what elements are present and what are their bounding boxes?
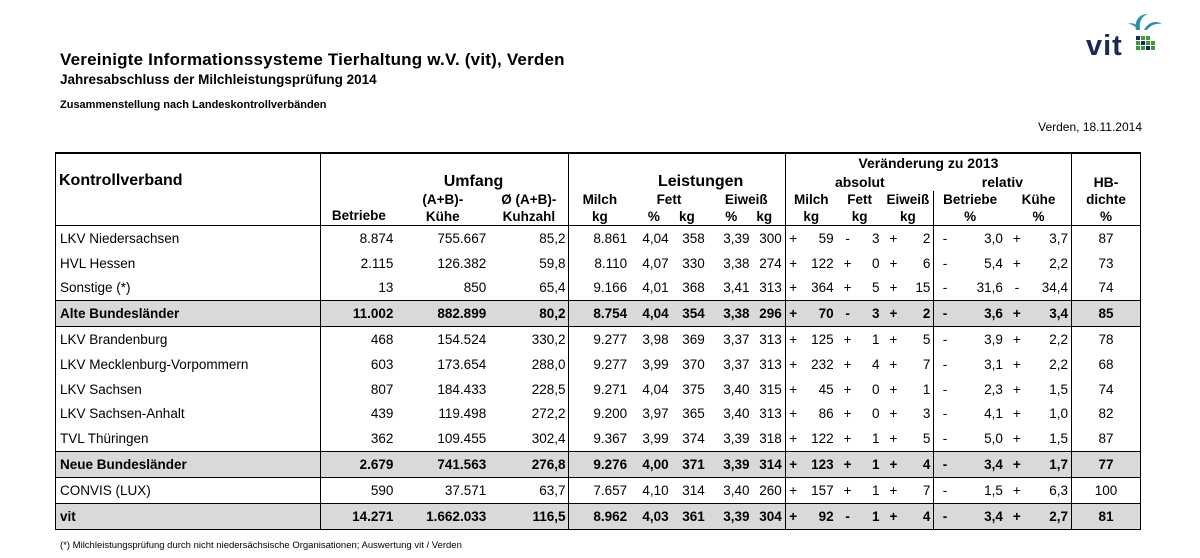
cell-name: TVL Thüringen xyxy=(56,426,321,451)
cell-ae: 6 xyxy=(922,255,931,271)
cell-ae: 7 xyxy=(922,356,931,372)
cell-am: 122 xyxy=(811,255,834,271)
cell-ae: 5 xyxy=(922,431,931,447)
cell-betriebe: 11.002 xyxy=(321,301,396,327)
cell-fett-kg: 330 xyxy=(682,255,705,271)
cell-avg: 330,2 xyxy=(531,332,566,348)
cell-fett-kg: 361 xyxy=(672,503,708,529)
cell-af-s: - xyxy=(837,301,859,327)
cell-fett-pct: 4,07 xyxy=(642,255,669,271)
col-header-hbdichte: dichte % xyxy=(1072,191,1141,226)
cell-rk: 2,2 xyxy=(1049,332,1069,348)
table-row xyxy=(56,452,1141,478)
col-header-milch: Milch kg xyxy=(569,191,630,226)
cell-af: 4 xyxy=(872,356,880,372)
cell-betriebe: 8.874 xyxy=(321,226,396,251)
cell-ae: 2 xyxy=(922,230,931,246)
cell-rb: 3,4 xyxy=(956,452,1006,478)
cell-kuehe: 882.899 xyxy=(396,301,489,327)
cell-rb-s: - xyxy=(934,503,956,529)
cell-fett-pct: 4,10 xyxy=(642,482,669,498)
cell-am: 92 xyxy=(801,503,837,529)
cell-kuehe: 1.662.033 xyxy=(396,503,489,529)
cell-fett-kg: 374 xyxy=(682,431,705,447)
col-header-kontrollverband: Kontrollverband xyxy=(56,153,321,226)
cell-name: vit xyxy=(56,503,321,529)
cell-eiw-kg: 274 xyxy=(759,255,782,271)
cell-milch: 9.277 xyxy=(569,352,630,377)
cell-rb: 1,5 xyxy=(984,482,1003,498)
cell-af-s: - xyxy=(845,230,850,246)
cell-kuehe: 850 xyxy=(463,280,487,296)
table-row xyxy=(56,426,1141,451)
cell-af-s: + xyxy=(837,452,859,478)
cell-ae-s: + xyxy=(889,255,898,271)
cell-hb: 87 xyxy=(1072,426,1141,451)
cell-eiw-kg: 313 xyxy=(759,332,782,348)
cell-betriebe: 14.271 xyxy=(321,503,396,529)
cell-kuehe: 173.654 xyxy=(437,356,487,372)
cell-rb-s: - xyxy=(934,251,956,276)
cell-name: LKV Sachsen xyxy=(56,377,321,402)
cell-af: 1 xyxy=(872,431,880,447)
cell-rb-s: - xyxy=(934,402,956,427)
report-date: Verden, 18.11.2014 xyxy=(1038,120,1142,134)
report-title: Vereinigte Informationssysteme Tierhaltung w.V. (vit), Verden xyxy=(60,50,565,69)
col-header-abs-fett: Fett kg xyxy=(837,191,883,226)
cell-fett-pct: 4,04 xyxy=(642,230,669,246)
col-header-avg: Ø (A+B)- Kuhzahl xyxy=(489,191,569,226)
cell-betriebe: 468 xyxy=(321,327,396,352)
cell-ae-s: + xyxy=(889,280,898,296)
cell-eiw-pct: 3,38 xyxy=(708,301,753,327)
cell-rk-s: + xyxy=(1012,332,1021,348)
cell-rk: 6,3 xyxy=(1049,482,1069,498)
table-body xyxy=(56,226,1141,530)
cell-af: 1 xyxy=(872,332,880,348)
cell-eiw-kg: 313 xyxy=(759,356,782,372)
cell-fett-kg: 375 xyxy=(682,381,705,397)
cell-fett-kg: 371 xyxy=(672,452,708,478)
cell-avg: 59,8 xyxy=(539,255,566,271)
logo-text: vit xyxy=(1086,30,1123,62)
cell-fett-pct: 4,04 xyxy=(630,301,672,327)
cell-hb: 78 xyxy=(1072,327,1141,352)
table-row xyxy=(56,327,1141,352)
col-header-rel-kuehe: Kühe % xyxy=(1006,191,1072,226)
cell-name: Neue Bundesländer xyxy=(56,452,321,478)
report-subtitle: Jahresabschluss der Milchleistungsprüfung 2014 xyxy=(60,72,377,87)
results-table xyxy=(55,152,1141,530)
col-header-kuehe: (A+B)- Kühe xyxy=(396,191,489,226)
cell-avg: 276,8 xyxy=(489,452,569,478)
cell-rk: 1,0 xyxy=(1049,406,1069,422)
cell-fett-kg: 314 xyxy=(682,482,705,498)
cell-milch: 9.276 xyxy=(569,452,630,478)
cell-eiw-pct: 3,38 xyxy=(723,255,750,271)
cell-am-s: + xyxy=(785,402,800,427)
vit-logo xyxy=(1078,8,1168,64)
cell-rb-s: - xyxy=(934,352,956,377)
cell-af-s: + xyxy=(843,255,852,271)
cell-rb: 5,0 xyxy=(984,431,1003,447)
cell-rb: 5,4 xyxy=(984,255,1003,271)
footnote: (*) Milchleistungsprüfung durch nicht niedersächsische Organisationen; Auswertung vit / Verden xyxy=(60,540,462,551)
report-subsubtitle: Zusammenstellung nach Landeskontrollverbänden xyxy=(60,99,327,111)
cell-eiw-kg: 304 xyxy=(753,503,786,529)
cell-rb-s: - xyxy=(934,327,956,352)
cell-af-s: + xyxy=(843,482,852,498)
cell-betriebe: 807 xyxy=(321,377,396,402)
table-row xyxy=(56,377,1141,402)
cell-rb-s: - xyxy=(934,301,956,327)
cell-eiw-kg: 313 xyxy=(759,406,782,422)
cell-kuehe: 154.524 xyxy=(437,332,487,348)
cell-af: 0 xyxy=(872,255,880,271)
cell-am-s: + xyxy=(785,301,800,327)
cell-am-s: + xyxy=(785,452,800,478)
col-header-betriebe: Betriebe xyxy=(321,191,396,226)
cell-eiw-kg: 296 xyxy=(753,301,786,327)
cell-rb-s: - xyxy=(934,226,956,251)
cell-af: 5 xyxy=(872,280,880,296)
cell-af-s: + xyxy=(843,280,852,296)
cell-avg: 116,5 xyxy=(489,503,569,529)
cell-avg: 288,0 xyxy=(531,356,566,372)
cell-am: 122 xyxy=(811,431,834,447)
cell-betriebe: 603 xyxy=(321,352,396,377)
cell-kuehe: 119.498 xyxy=(438,406,487,422)
cell-avg: 65,4 xyxy=(539,280,566,296)
table-row xyxy=(56,251,1141,276)
cell-avg: 272,2 xyxy=(531,406,566,422)
cell-ae-s: + xyxy=(889,356,898,372)
cell-am: 125 xyxy=(811,332,834,348)
cell-rk-s: + xyxy=(1012,356,1021,372)
cell-rk: 34,4 xyxy=(1041,280,1069,296)
cell-af-s: + xyxy=(843,381,852,397)
cell-eiw-pct: 3,39 xyxy=(708,452,753,478)
cell-kuehe: 109.455 xyxy=(437,431,487,447)
cell-rk: 1,5 xyxy=(1049,431,1069,447)
cell-betriebe: 362 xyxy=(321,426,396,451)
cell-kuehe: 184.433 xyxy=(437,381,487,397)
cell-milch: 8.962 xyxy=(569,503,630,529)
cell-rk: 1,7 xyxy=(1028,452,1072,478)
cell-eiw-pct: 3,39 xyxy=(723,431,750,447)
cell-eiw-pct: 3,39 xyxy=(723,230,750,246)
cell-fett-pct: 3,98 xyxy=(642,332,669,348)
col-header-leistungen: Leistungen xyxy=(569,172,785,191)
cell-am-s: + xyxy=(785,327,800,352)
cell-milch: 8.861 xyxy=(569,226,630,251)
cell-milch: 9.277 xyxy=(569,327,630,352)
cell-avg: 63,7 xyxy=(539,482,566,498)
cell-ae-s: + xyxy=(883,452,905,478)
col-header-abs-eiweiss: Eiweiß kg xyxy=(883,191,934,226)
cell-am: 364 xyxy=(811,280,834,296)
cell-am-s: + xyxy=(785,477,800,503)
cell-am: 86 xyxy=(818,406,834,422)
cell-name: LKV Mecklenburg-Vorpommern xyxy=(56,352,321,377)
cell-fett-kg: 370 xyxy=(682,356,705,372)
cell-am-s: + xyxy=(785,377,800,402)
cell-rk-s: + xyxy=(1012,482,1021,498)
cell-af-s: - xyxy=(837,503,859,529)
cell-hb: 77 xyxy=(1072,452,1141,478)
cell-ae-s: + xyxy=(889,406,898,422)
cell-af-s: + xyxy=(843,332,852,348)
cell-rk-s: + xyxy=(1006,452,1028,478)
cell-rb-s: - xyxy=(934,477,956,503)
cell-betriebe: 2.679 xyxy=(321,452,396,478)
cell-rb-s: - xyxy=(934,452,956,478)
cell-name: HVL Hessen xyxy=(56,251,321,276)
cell-rb: 4,1 xyxy=(984,406,1003,422)
col-header-veraenderung: Veränderung zu 2013 xyxy=(785,153,1071,172)
cell-name: Sonstige (*) xyxy=(56,276,321,301)
cell-af: 1 xyxy=(872,482,880,498)
cell-fett-kg: 369 xyxy=(682,332,705,348)
cell-betriebe: 439 xyxy=(321,402,396,427)
cell-af: 3 xyxy=(858,301,882,327)
cell-eiw-kg: 318 xyxy=(759,431,782,447)
cell-af: 1 xyxy=(858,503,882,529)
cell-fett-pct: 3,97 xyxy=(642,406,669,422)
cell-rb: 2,3 xyxy=(984,381,1003,397)
cell-rb: 3,6 xyxy=(956,301,1006,327)
cell-rk-s: + xyxy=(1012,381,1021,397)
cell-rk: 3,7 xyxy=(1049,230,1069,246)
cell-rb: 3,9 xyxy=(984,332,1003,348)
col-header-eiweiss: Eiweiß % kg xyxy=(708,191,786,226)
table-row xyxy=(56,226,1141,251)
cell-am: 45 xyxy=(818,381,834,397)
cell-ae: 4 xyxy=(904,452,933,478)
cell-eiw-pct: 3,37 xyxy=(723,356,750,372)
col-header-hb: HB- xyxy=(1072,172,1141,191)
cell-fett-pct: 4,00 xyxy=(630,452,672,478)
table-row xyxy=(56,276,1141,301)
cell-eiw-pct: 3,41 xyxy=(723,280,750,296)
cell-milch: 7.657 xyxy=(569,477,630,503)
cell-hb: 73 xyxy=(1072,251,1141,276)
cell-hb: 74 xyxy=(1072,377,1141,402)
cell-fett-pct: 3,99 xyxy=(642,356,669,372)
cell-ae: 7 xyxy=(922,482,931,498)
cell-name: LKV Sachsen-Anhalt xyxy=(56,402,321,427)
cell-af-s: + xyxy=(843,356,852,372)
cell-name: LKV Niedersachsen xyxy=(56,226,321,251)
cell-name: CONVIS (LUX) xyxy=(56,477,321,503)
cell-eiw-kg: 314 xyxy=(753,452,786,478)
cell-am: 70 xyxy=(801,301,837,327)
cell-kuehe: 37.571 xyxy=(444,482,487,498)
cell-milch: 9.367 xyxy=(569,426,630,451)
cell-eiw-pct: 3,39 xyxy=(708,503,753,529)
cell-rb-s: - xyxy=(934,426,956,451)
cell-hb: 82 xyxy=(1072,402,1141,427)
cell-avg: 80,2 xyxy=(489,301,569,327)
cell-ae: 1 xyxy=(922,381,931,397)
cell-avg: 302,4 xyxy=(531,431,566,447)
cell-af-s: + xyxy=(843,431,852,447)
cell-rb: 3,0 xyxy=(984,230,1003,246)
cell-eiw-pct: 3,40 xyxy=(723,381,750,397)
table-row xyxy=(56,301,1141,327)
cell-am-s: + xyxy=(785,352,800,377)
cell-am-s: + xyxy=(785,503,800,529)
col-header-abs-milch: Milch kg xyxy=(785,191,836,226)
cell-rb: 31,6 xyxy=(976,280,1003,296)
cell-fett-pct: 3,99 xyxy=(642,431,669,447)
cell-milch: 9.271 xyxy=(569,377,630,402)
cell-am-s: + xyxy=(785,251,800,276)
cell-ae-s: + xyxy=(889,332,898,348)
table-row xyxy=(56,352,1141,377)
cell-kuehe: 126.382 xyxy=(437,255,487,271)
cell-milch: 9.166 xyxy=(569,276,630,301)
cell-ae-s: + xyxy=(883,503,905,529)
cell-hb: 87 xyxy=(1072,226,1141,251)
cell-rk-s: + xyxy=(1012,230,1021,246)
table-row xyxy=(56,402,1141,427)
cell-eiw-pct: 3,37 xyxy=(723,332,750,348)
cell-af: 1 xyxy=(858,452,882,478)
col-header-fett: Fett % kg xyxy=(630,191,708,226)
cell-eiw-kg: 300 xyxy=(759,230,782,246)
cell-hb: 68 xyxy=(1072,352,1141,377)
cell-eiw-pct: 3,40 xyxy=(723,482,750,498)
cell-am: 59 xyxy=(818,230,834,246)
cell-eiw-kg: 313 xyxy=(759,280,782,296)
cell-ae: 15 xyxy=(915,280,931,296)
col-header-umfang: Umfang xyxy=(321,172,569,191)
cell-betriebe: 13 xyxy=(321,276,396,301)
cell-hb: 85 xyxy=(1072,301,1141,327)
cell-ae-s: + xyxy=(889,431,898,447)
cell-rk-s: + xyxy=(1012,431,1021,447)
cell-rk: 3,4 xyxy=(1028,301,1072,327)
cell-eiw-pct: 3,40 xyxy=(723,406,750,422)
cell-am: 232 xyxy=(811,356,834,372)
cell-eiw-kg: 260 xyxy=(759,482,782,498)
cell-af: 0 xyxy=(872,406,880,422)
cell-ae-s: + xyxy=(889,230,898,246)
cell-fett-kg: 365 xyxy=(682,406,705,422)
cell-fett-pct: 4,01 xyxy=(642,280,669,296)
cell-rk-s: + xyxy=(1012,406,1021,422)
cell-betriebe: 2.115 xyxy=(321,251,396,276)
cell-hb: 100 xyxy=(1072,477,1141,503)
cell-rk-s: + xyxy=(1006,503,1028,529)
cell-rk-s: - xyxy=(1014,280,1020,296)
cell-am: 157 xyxy=(811,482,834,498)
cell-kuehe: 755.667 xyxy=(437,230,487,246)
cell-rk-s: + xyxy=(1012,255,1021,271)
cell-ae: 3 xyxy=(922,406,931,422)
cell-ae: 5 xyxy=(922,332,931,348)
table-row xyxy=(56,477,1141,503)
cell-rk: 2,2 xyxy=(1049,356,1069,372)
cell-name: Alte Bundesländer xyxy=(56,301,321,327)
cell-hb: 81 xyxy=(1072,503,1141,529)
cell-af: 0 xyxy=(872,381,880,397)
cell-rb-s: - xyxy=(934,377,956,402)
cell-fett-kg: 358 xyxy=(682,230,705,246)
cell-am: 123 xyxy=(801,452,837,478)
cell-fett-pct: 4,04 xyxy=(642,381,669,397)
cell-betriebe: 590 xyxy=(321,477,396,503)
col-header-rel-betriebe: Betriebe % xyxy=(934,191,1006,226)
cell-fett-pct: 4,03 xyxy=(630,503,672,529)
cell-ae: 2 xyxy=(904,301,933,327)
cell-rk: 2,2 xyxy=(1049,255,1069,271)
table-row xyxy=(56,503,1141,529)
cell-ae-s: + xyxy=(883,301,905,327)
cell-avg: 85,2 xyxy=(539,230,566,246)
cell-kuehe: 741.563 xyxy=(396,452,489,478)
cell-milch: 8.110 xyxy=(569,251,630,276)
cell-ae-s: + xyxy=(889,381,898,397)
cell-fett-kg: 368 xyxy=(682,280,705,296)
cell-am-s: + xyxy=(785,226,800,251)
cell-avg: 228,5 xyxy=(531,381,566,397)
cell-rb: 3,1 xyxy=(984,356,1003,372)
cell-ae-s: + xyxy=(889,482,898,498)
cell-hb: 74 xyxy=(1072,276,1141,301)
cell-af-s: + xyxy=(843,406,852,422)
col-header-relativ: relativ xyxy=(934,172,1072,191)
cell-rk: 2,7 xyxy=(1028,503,1072,529)
cell-am-s: + xyxy=(785,426,800,451)
cell-am-s: + xyxy=(785,276,800,301)
cell-milch: 9.200 xyxy=(569,402,630,427)
cell-af: 3 xyxy=(872,230,880,246)
cell-eiw-kg: 315 xyxy=(759,381,782,397)
cell-rb: 3,4 xyxy=(956,503,1006,529)
cell-fett-kg: 354 xyxy=(672,301,708,327)
cell-rb-s: - xyxy=(934,276,956,301)
cell-ae: 4 xyxy=(904,503,933,529)
col-header-absolut: absolut xyxy=(785,172,934,191)
cell-rk-s: + xyxy=(1006,301,1028,327)
cell-name: LKV Brandenburg xyxy=(56,327,321,352)
cell-milch: 8.754 xyxy=(569,301,630,327)
cell-rk: 1,5 xyxy=(1049,381,1069,397)
